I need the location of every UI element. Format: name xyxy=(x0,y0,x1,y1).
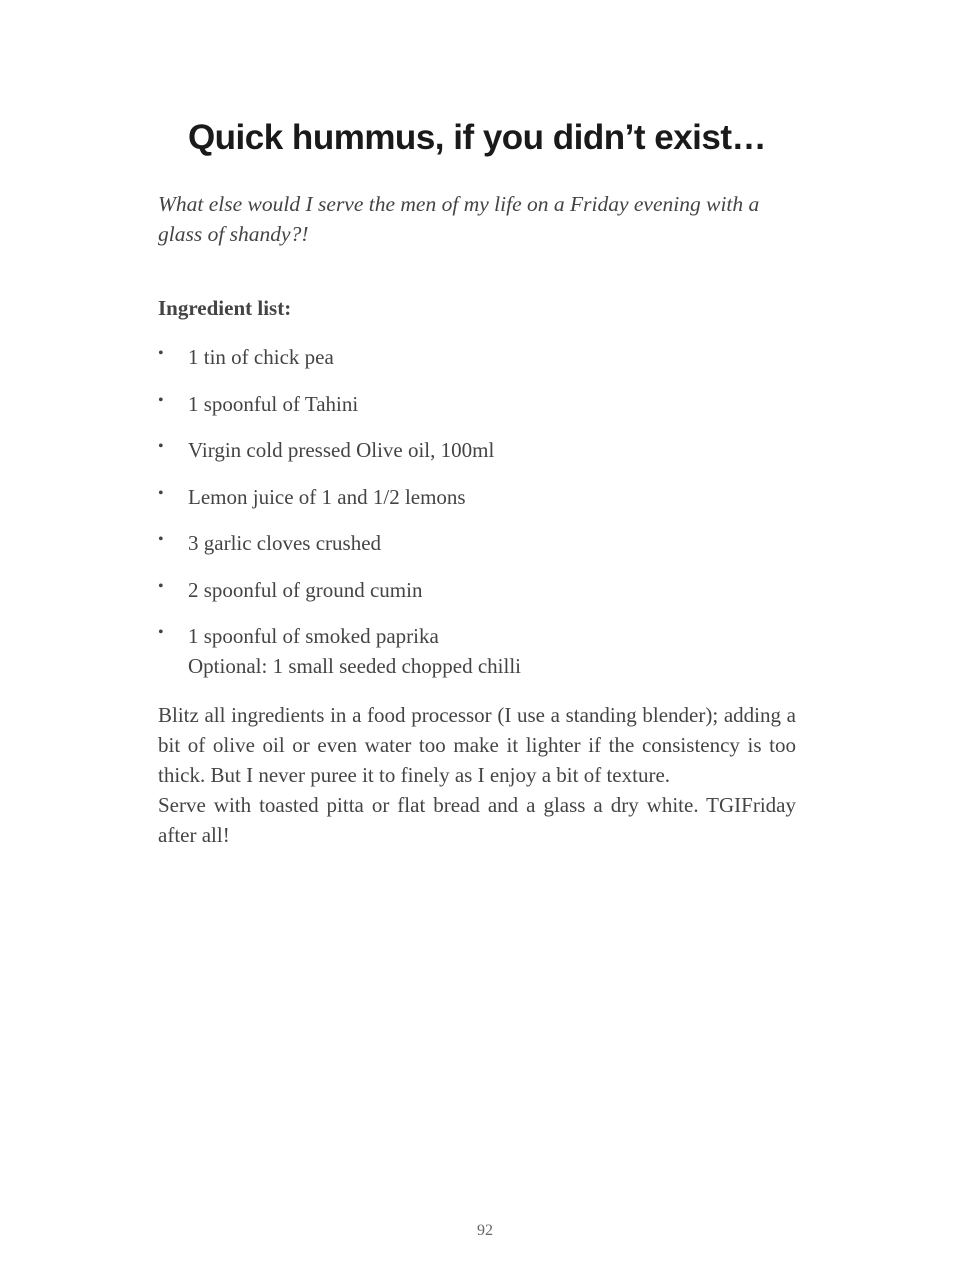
method-paragraph: Serve with toasted pitta or flat bread and a glass a dry white. TGIFriday after all! xyxy=(158,793,796,847)
ingredient-text: Lemon juice of 1 and 1/2 lemons xyxy=(188,484,466,509)
ingredient-text: 1 spoonful of smoked paprika xyxy=(188,624,439,648)
ingredient-item xyxy=(158,435,798,465)
bullet-icon: • xyxy=(158,438,164,455)
ingredient-text: Virgin cold pressed Olive oil, 100ml xyxy=(188,438,495,462)
bullet-icon: • xyxy=(158,345,164,362)
ingredient-list-heading: Ingredient list: xyxy=(158,296,292,320)
ingredient-text: 3 garlic cloves crushed xyxy=(188,531,382,555)
ingredient-list xyxy=(158,342,798,698)
ingredient-item xyxy=(158,342,798,372)
ingredient-item xyxy=(158,482,798,512)
ingredient-item xyxy=(158,528,798,558)
ingredient-text: 2 spoonful of ground cumin xyxy=(188,577,423,602)
bullet-icon: • xyxy=(158,577,164,595)
ingredient-item xyxy=(158,575,798,605)
method-text xyxy=(158,700,796,850)
ingredient-item xyxy=(158,621,798,681)
bullet-icon: • xyxy=(158,531,164,548)
ingredient-optional-note: Optional: 1 small seeded chopped chilli xyxy=(188,654,522,678)
ingredient-item xyxy=(158,389,798,419)
ingredient-text: 1 spoonful of Tahini xyxy=(188,391,359,416)
recipe-title: Quick hummus, if you didn’t exist… xyxy=(187,118,767,157)
ingredient-text: 1 tin of chick pea xyxy=(188,345,334,369)
page-number: 92 xyxy=(477,1222,493,1239)
method-paragraph: Blitz all ingredients in a food processor (I use a standing blender); adding a bit of olive oil or even water too make it lighter if the consistency is too thick. But I never puree it to finely as I enjoy a bit of texture. xyxy=(158,703,796,787)
bullet-icon: • xyxy=(158,391,164,409)
recipe-intro: What else would I serve the men of my life on a Friday evening with a glass of shandy?! xyxy=(158,192,760,246)
bullet-icon: • xyxy=(158,484,164,502)
bullet-icon: • xyxy=(158,624,164,641)
